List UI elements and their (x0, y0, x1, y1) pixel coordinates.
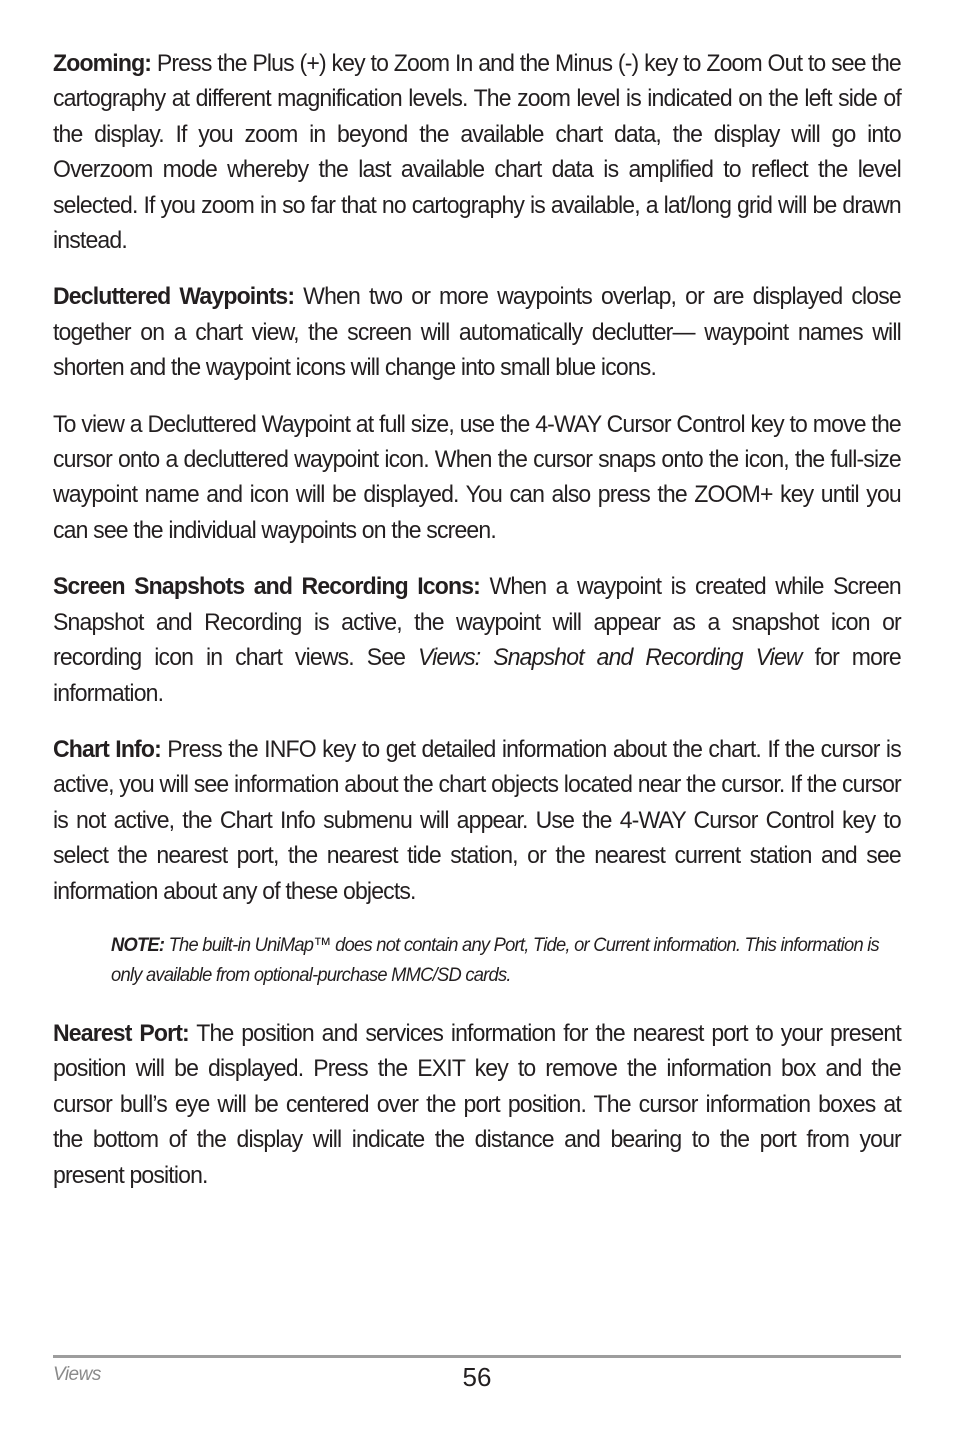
nearest-port-heading: Nearest Port: (53, 1019, 189, 1047)
chart-info-text: Press the INFO key to get detailed information about the chart. If the cursor is active, you will see information about the chart objects located near the cursor. If the cursor is not active, the Chart Info submenu will appear. Use the 4-WAY Cursor Control key to select the nearest port, the nearest tide station, or the nearest current station and see information about any of these objects. (53, 735, 901, 905)
note-text: The built-in UniMap™ does not contain any Port, Tide, or Current information. This information is only available from optional-purchase MMC/SD cards. (111, 933, 879, 986)
note-paragraph (111, 930, 891, 990)
decluttered-waypoints-paragraph (53, 279, 901, 385)
view-decluttered-paragraph (53, 407, 901, 549)
zooming-heading: Zooming: (53, 50, 152, 77)
screen-snapshots-paragraph (53, 569, 901, 711)
footer-divider (53, 1355, 901, 1358)
zooming-text: Press the Plus (+) key to Zoom In and the Minus (-) key to Zoom Out to see the cartography at different magnification levels. The zoom level is indicated on the left side of the display. If you zoom in beyond the available chart data, the display will go into Overzoom mode whereby the last available chart data is amplified to reflect the level selected. If you zoom in so far that no cartography is available, a lat/long grid will be drawn instead. (53, 50, 901, 255)
decluttered-waypoints-text: When two or more waypoints overlap, or are displayed close together on a chart view, the screen will automatically declutter— waypoint names will shorten and the waypoint icons will change into small blue icons. (53, 283, 901, 382)
decluttered-waypoints-heading: Decluttered Waypoints: (53, 283, 295, 311)
manual-page-body (53, 46, 901, 1214)
snapshot-recording-view-reference: Views: Snapshot and Recording View (417, 644, 802, 672)
nearest-port-paragraph (53, 1016, 901, 1193)
note-label: NOTE: (111, 933, 165, 956)
view-decluttered-text: To view a Decluttered Waypoint at full size, use the 4-WAY Cursor Control key to move the cursor onto a decluttered waypoint icon. When the cursor snaps onto the icon, the full-size waypoint name and icon will be displayed. You can also press the ZOOM+ key until you can see the individual waypoints on the screen. (53, 410, 901, 544)
nearest-port-text: The position and services information for the nearest port to your present position will be displayed. Press the EXIT key to remove the information box and the cursor bull’s eye will be centered over the port position. The cursor information boxes at the bottom of the display will indicate the distance and bearing to the port from your present position. (53, 1019, 901, 1189)
page-number: 56 (462, 1362, 492, 1392)
screen-snapshots-heading: Screen Snapshots and Recording Icons: (53, 573, 481, 601)
screen-snapshots-tail: for more information. (53, 644, 901, 707)
chart-info-paragraph (53, 732, 901, 909)
chart-info-heading: Chart Info: (53, 735, 161, 763)
zooming-paragraph (53, 46, 901, 258)
footer-section-label: Views (53, 1364, 101, 1385)
screen-snapshots-text: When a waypoint is created while Screen Snapshot and Recording is active, the waypoint will appear as a snapshot icon or recording icon in chart views. See (53, 573, 901, 672)
